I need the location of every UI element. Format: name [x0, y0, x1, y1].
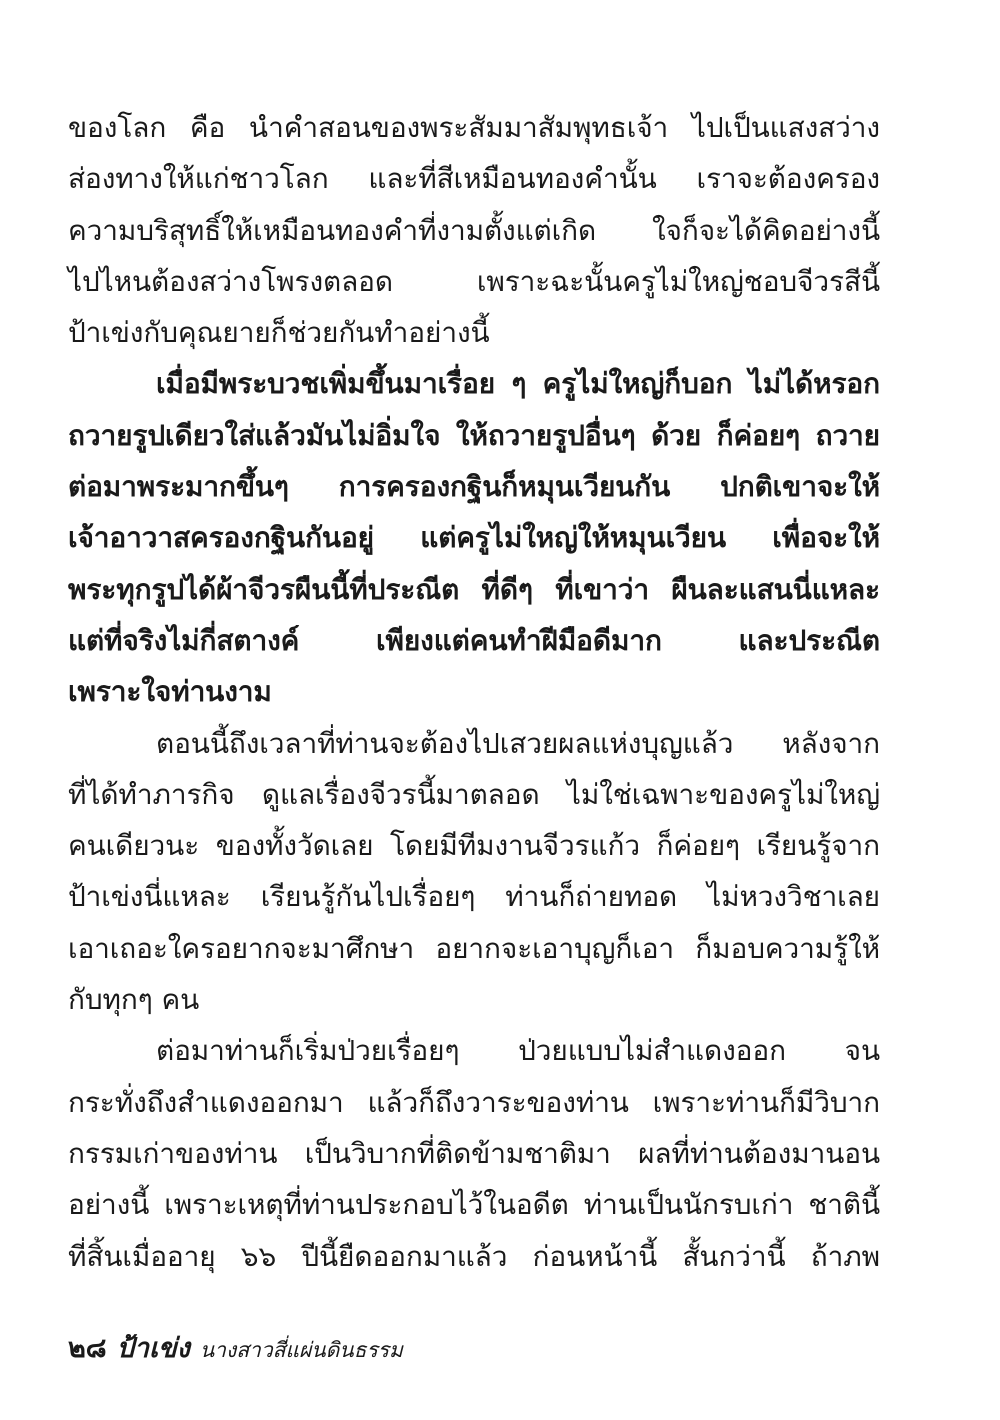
text-line: ตอนนี้ถึงเวลาที่ท่านจะต้องไปเสวยผลแห่งบุญแล้ว หลังจาก — [156, 726, 880, 760]
text-line: ของโลก คือ นำคำสอนของพระสัมมาสัมพุทธเจ้า ไปเป็นแสงสว่าง — [68, 111, 880, 144]
text-line: ป้าเข่งกับคุณยายก็ช่วยกันทำอย่างนี้ — [68, 316, 490, 350]
bold-text-line: พระทุกรูปได้ผ้าจีวรผืนนี้ที่ประณีต ที่ดีๆ ที่เขาว่า ผืนละแสนนี่แหละ — [68, 572, 880, 606]
text-line: ที่สิ้นเมื่ออายุ ๖๖ ปีนี้ยืดออกมาแล้ว ก่อนหน้านี้ สั้นกว่านี้ ถ้าภพ — [68, 1239, 880, 1273]
text-line: กับทุกๆ คน — [68, 983, 200, 1017]
bold-text-line: เพราะใจท่านงาม — [68, 675, 272, 709]
text-line: อย่างนี้ เพราะเหตุที่ท่านประกอบไว้ในอดีต ท่านเป็นนักรบเก่า ชาตินี้ — [68, 1188, 880, 1222]
text-line: ป้าเข่งนี่แหละ เรียนรู้กันไปเรื่อยๆ ท่านก็ถ่ายทอด ไม่หวงวิชาเลย — [68, 880, 880, 914]
text-line: ที่ได้ทำภารกิจ ดูแลเรื่องจีวรนี้มาตลอด ไม่ใช่เฉพาะของครูไม่ใหญ่ — [68, 777, 880, 811]
bold-text-line: ถวายรูปเดียวใส่แล้วมันไม่อิ่มใจ ให้ถวายรูปอื่นๆ ด้วย ก็ค่อยๆ ถวาย — [68, 418, 880, 452]
text-line: กระทั่งถึงสำแดงออกมา แล้วก็ถึงวาระของท่าน เพราะท่านก็มีวิบาก — [68, 1085, 880, 1119]
book-title: ป้าเข่ง — [116, 1333, 190, 1364]
page-number: ๒๘ — [68, 1333, 107, 1364]
text-line: ส่องทางให้แก่ชาวโลก และที่สีเหมือนทองคำนั้น เราจะต้องครอง — [68, 162, 880, 196]
text-line: เอาเถอะใครอยากจะมาศึกษา อยากจะเอาบุญก็เอา ก็มอบความรู้ให้ — [68, 931, 880, 965]
book-subtitle: นางสาวสี่แผ่นดินธรรม — [199, 1338, 403, 1362]
text-line: ไปไหนต้องสว่างโพรงตลอด เพราะฉะนั้นครูไม่ใหญ่ชอบจีวรสีนี้ — [68, 264, 880, 298]
page-footer — [68, 1326, 403, 1366]
text-line: คนเดียวนะ ของทั้งวัดเลย โดยมีทีมงานจีวรแก้ว ก็ค่อยๆ เรียนรู้จาก — [68, 829, 880, 863]
text-line: ต่อมาท่านก็เริ่มป่วยเรื่อยๆ ป่วยแบบไม่สำแดงออก จน — [156, 1034, 880, 1068]
bold-text-line: เมื่อมีพระบวชเพิ่มขึ้นมาเรื่อย ๆ ครูไม่ใหญ่ก็บอก ไม่ได้หรอก — [156, 367, 880, 401]
bold-text-line: ต่อมาพระมากขึ้นๆ การครองกฐินก็หมุนเวียนกัน ปกติเขาจะให้ — [68, 470, 880, 504]
bold-text-line: แต่ที่จริงไม่กี่สตางค์ เพียงแต่คนทำฝีมือดีมาก และประณีต — [68, 623, 880, 657]
body-text — [68, 102, 880, 1282]
text-line: กรรมเก่าของท่าน เป็นวิบากที่ติดข้ามชาติมา ผลที่ท่านต้องมานอน — [68, 1136, 880, 1170]
text-line: ความบริสุทธิ์ให้เหมือนทองคำที่งามตั้งแต่เกิด ใจก็จะได้คิดอย่างนี้ — [68, 213, 880, 247]
bold-text-line: เจ้าอาวาสครองกฐินกันอยู่ แต่ครูไม่ใหญ่ให้หมุนเวียน เพื่อจะให้ — [68, 521, 880, 555]
